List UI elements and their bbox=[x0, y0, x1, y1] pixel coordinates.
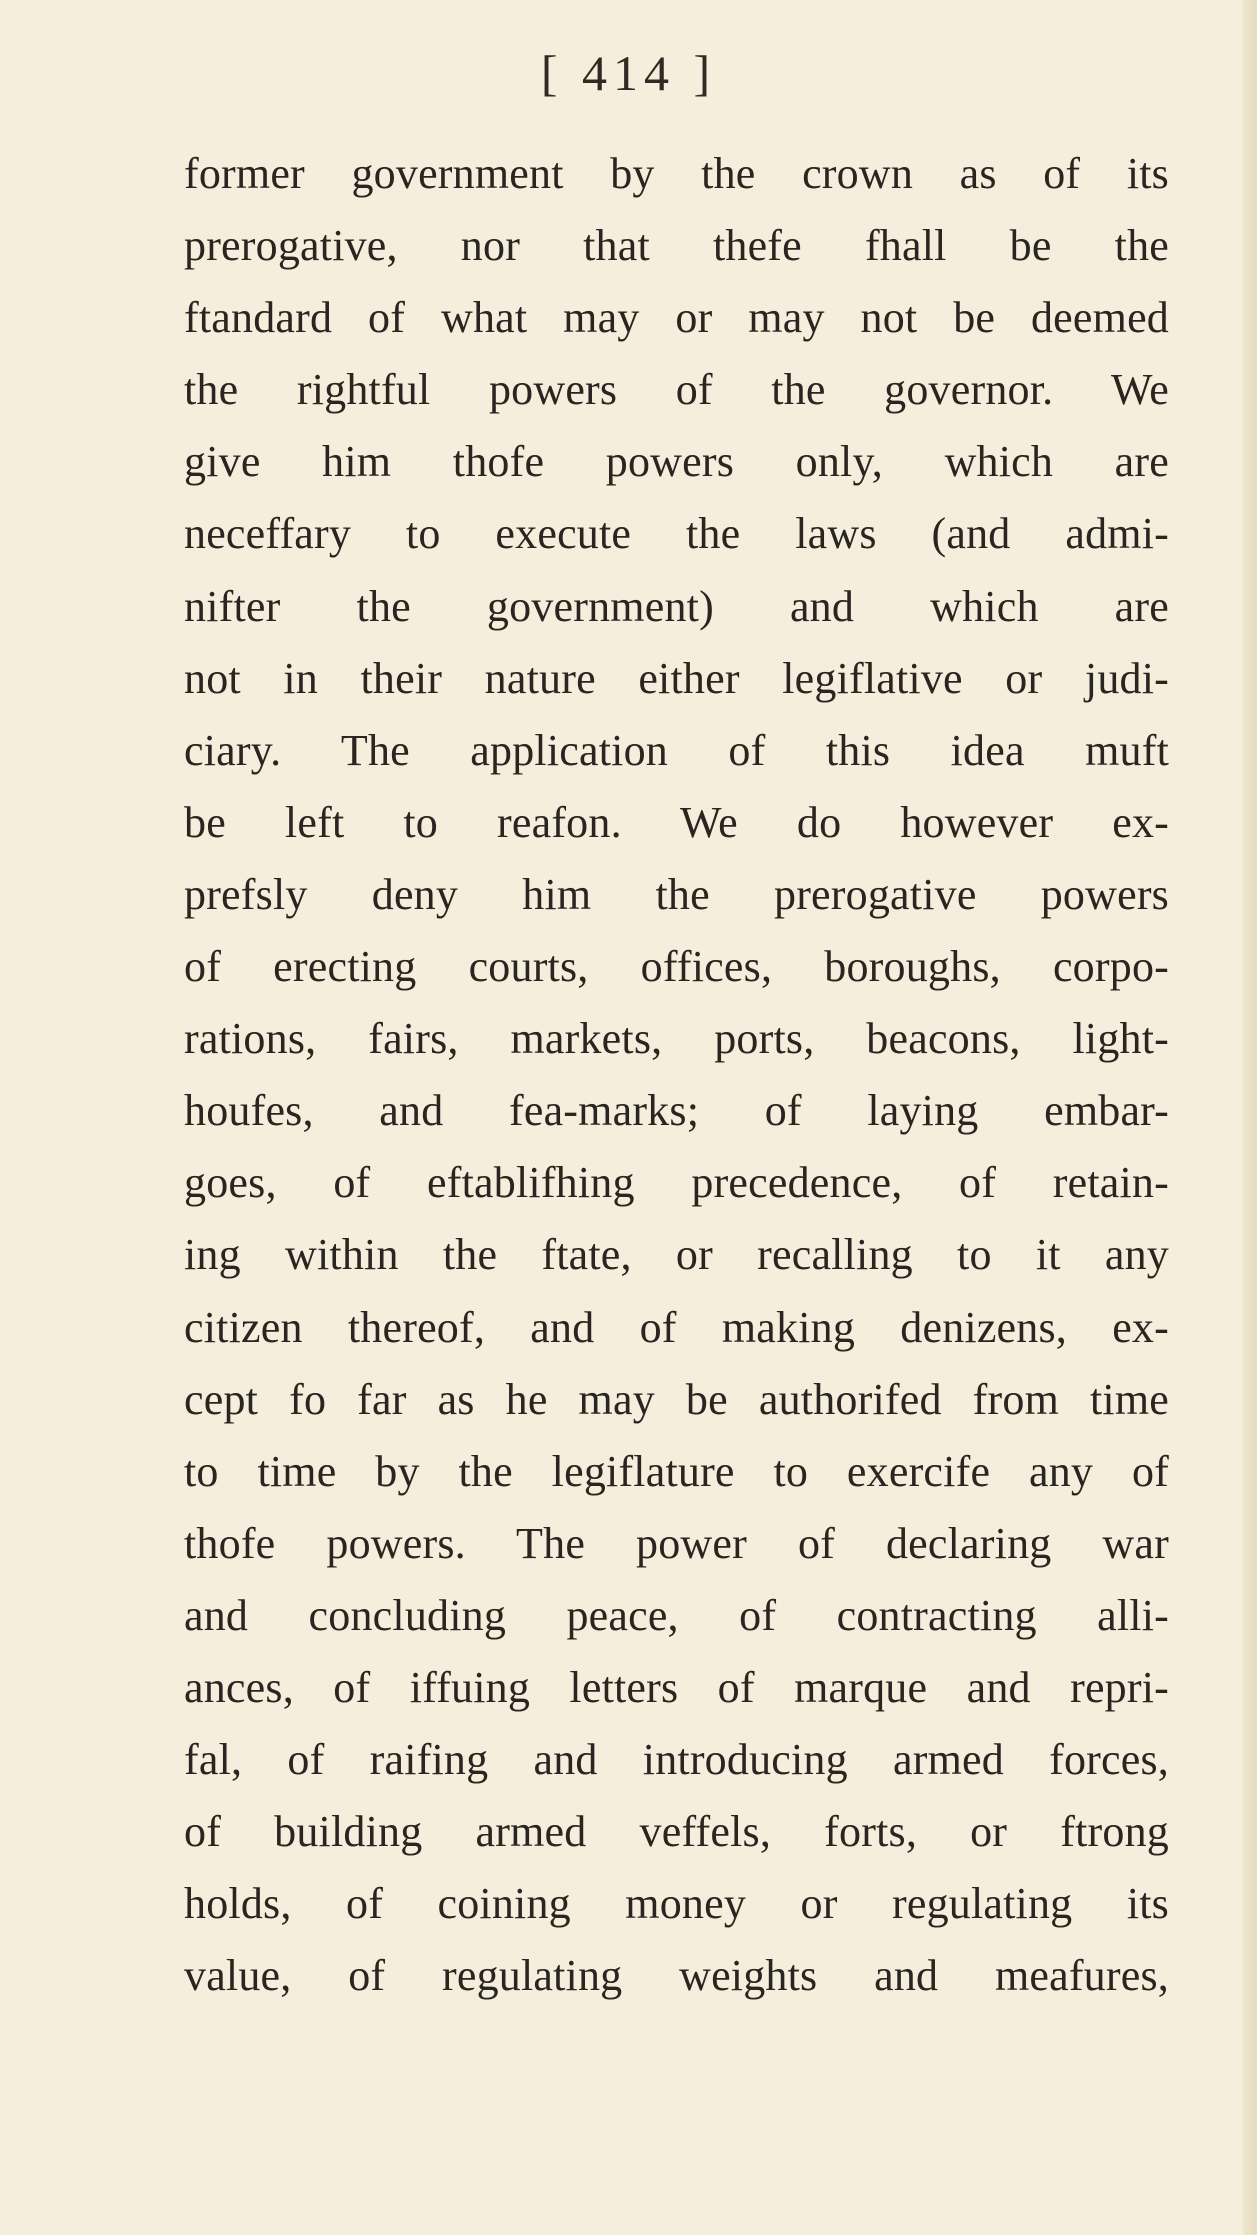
text-line: prerogative, nor that thefe fhall be the bbox=[184, 221, 1169, 271]
text-line: ftandard of what may or may not be deemed bbox=[184, 293, 1169, 343]
text-line: and concluding peace, of contracting alli- bbox=[184, 1590, 1169, 1640]
text-line: citizen thereof, and of making denizens, ex- bbox=[184, 1302, 1169, 1352]
text-line: ing within the ftate, or recalling to it any bbox=[184, 1230, 1169, 1280]
text-line: neceffary to execute the laws (and admi- bbox=[184, 509, 1169, 559]
text-line: to time by the legiflature to exercife any of bbox=[184, 1446, 1169, 1496]
text-line: not in their nature either legiflative or judi- bbox=[184, 653, 1169, 703]
text-line: of building armed veffels, forts, or ftrong bbox=[184, 1807, 1169, 1857]
text-line: ances, of iffuing letters of marque and repri- bbox=[184, 1662, 1169, 1712]
text-line: goes, of eftablifhing precedence, of retain- bbox=[184, 1158, 1169, 1208]
text-line: houfes, and fea-marks; of laying embar- bbox=[184, 1086, 1169, 1136]
text-line: fal, of raifing and introducing armed forces, bbox=[184, 1735, 1169, 1785]
text-line: prefsly deny him the prerogative powers bbox=[184, 869, 1169, 919]
text-line: thofe powers. The power of declaring war bbox=[184, 1518, 1169, 1568]
text-line: value, of regulating weights and meafures, bbox=[184, 1951, 1169, 2001]
text-line: cept fo far as he may be authorifed from time bbox=[184, 1374, 1169, 1424]
text-line: the rightful powers of the governor. We bbox=[184, 365, 1169, 415]
text-line: former government by the crown as of its bbox=[184, 149, 1169, 198]
text-line: of erecting courts, offices, boroughs, corpo- bbox=[184, 942, 1169, 992]
text-line: be left to reafon. We do however ex- bbox=[184, 797, 1169, 847]
text-line: ciary. The application of this idea muft bbox=[184, 725, 1169, 775]
text-line: holds, of coining money or regulating its bbox=[184, 1879, 1169, 1929]
text-line: rations, fairs, markets, ports, beacons, light- bbox=[184, 1014, 1169, 1064]
text-line: give him thofe powers only, which are bbox=[184, 437, 1169, 487]
page-edge bbox=[1243, 0, 1257, 2235]
body-text bbox=[184, 138, 1169, 2012]
text-line: nifter the government) and which are bbox=[184, 581, 1169, 631]
page-number: [ 414 ] bbox=[540, 45, 717, 101]
